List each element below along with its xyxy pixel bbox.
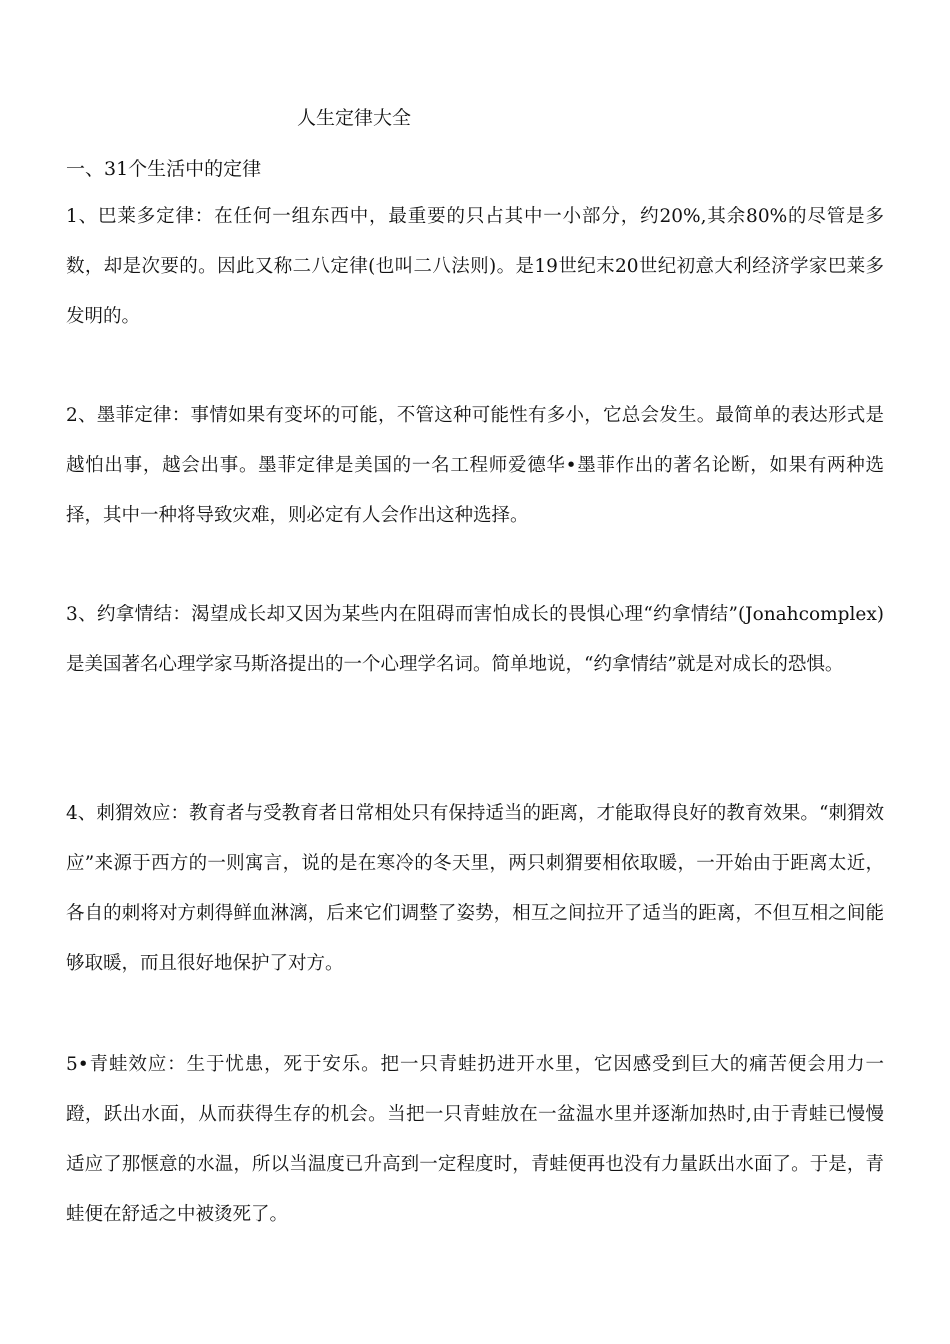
law-entry-hedgehog-effect: 4、刺猬效应：教育者与受教育者日常相处只有保持适当的距离，才能取得良好的教育效果。“刺猬效应”来源于西方的一则寓言，说的是在寒冷的冬天里，两只刺猬要相依取暖，一开始由于距离太近，各自的刺将对方刺得鲜血淋漓，后来它们调整了姿势，相互之间拉开了适当的距离，不但互相之间能够取暖，而且很好地保护了对方。 bbox=[66, 803, 884, 974]
law-entry-murphy: 2、墨菲定律：事情如果有变坏的可能，不管这种可能性有多小，它总会发生。最简单的表达形式是越怕出事，越会出事。墨菲定律是美国的一名工程师爱德华•墨菲作出的著名论断，如果有两种选择，其中一种将导致灾难，则必定有人会作出这种选择。 bbox=[66, 405, 884, 526]
law-entry-pareto: 1、巴莱多定律：在任何一组东西中，最重要的只占其中一小部分，约20%,其余80%的尽管是多数，却是次要的。因此又称二八定律(也叫二八法则)。是19世纪末20世纪初意大利经济学家巴莱多发明的。 bbox=[66, 206, 884, 327]
law-entry-jonah-complex: 3、约拿情结：渴望成长却又因为某些内在阻碍而害怕成长的畏惧心理“约拿情结”(Jonahcomplex)是美国著名心理学家马斯洛提出的一个心理学名词。简单地说，“约拿情结”就是对成长的恐惧。 bbox=[66, 604, 884, 675]
document-title: 人生定律大全 bbox=[297, 107, 412, 129]
law-entry-frog-effect: 5•青蛙效应：生于忧患，死于安乐。把一只青蛙扔进开水里，它因感受到巨大的痛苦便会用力一蹬，跃出水面，从而获得生存的机会。当把一只青蛙放在一盆温水里并逐渐加热时,由于青蛙已慢慢适应了那惬意的水温，所以当温度已升高到一定程度时，青蛙便再也没有力量跃出水面了。于是，青蛙便在舒适之中被烫死了。 bbox=[66, 1054, 884, 1225]
section-heading: 一、31个生活中的定律 bbox=[66, 158, 262, 180]
